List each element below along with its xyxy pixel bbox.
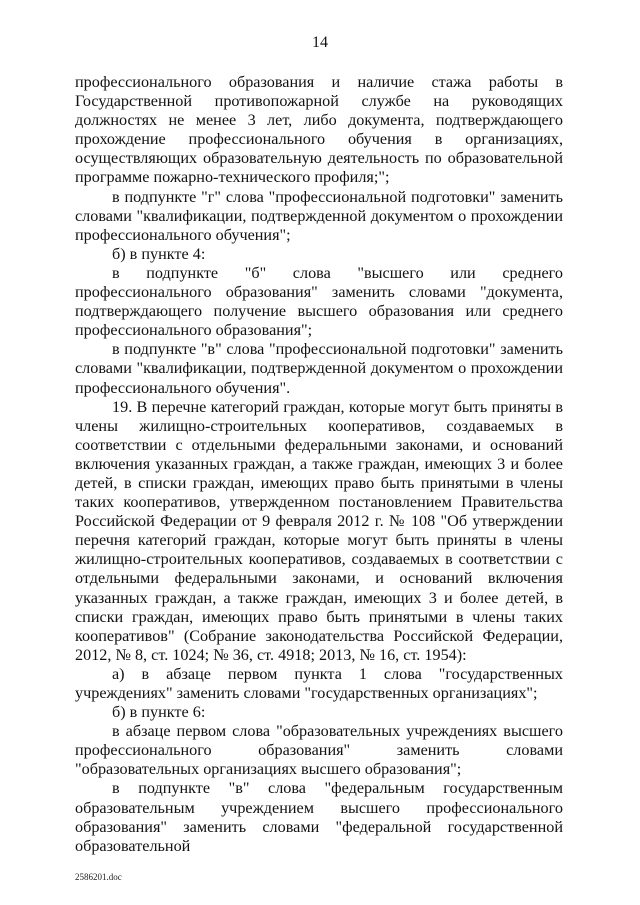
paragraph: в подпункте "г" слова "профессиональной подготовки" заменить словами "квалификации, подтвержденной документом о прохождении профессионального обучения"; xyxy=(75,187,563,244)
paragraph: профессионального образования и наличие стажа работы в Государственной противопожарной службе на руководящих должностях не менее 3 лет, либо документа, подтверждающего прохождение профессионального обучения в организациях, осуществляющих образовательную деятельность по образовательной программе пожарно-технического профиля;"; xyxy=(75,73,563,187)
paragraph: б) в пункте 4: xyxy=(112,244,206,263)
paragraph: в подпункте "б" слова "высшего или среднего профессионального образования" заменить словами "документа, подтверждающего получение высшего образования или среднего профессионального образования"; xyxy=(75,263,563,340)
paragraph: а) в абзаце первом пункта 1 слова "государственных учреждениях" заменить словами "государственных организациях"; xyxy=(75,664,563,702)
paragraph: 19. В перечне категорий граждан, которые могут быть приняты в члены жилищно-строительных кооперативов, создаваемых в соответствии с отдельными федеральными законами, и оснований включения указанных граждан, а также граждан, имеющих 3 и более детей, в списки граждан, имеющих право быть принятыми в члены таких кооперативов, утвержденном постановлением Правительства Российской Федерации от 9 февраля 2012 г. № 108 "Об утверждении перечня категорий граждан, которые могут быть приняты в члены жилищно-строительных кооперативов, создаваемых в соответствии с отдельными федеральными законами, и оснований включения указанных граждан, а также граждан, имеющих 3 и более детей, в списки граждан, имеющих право быть принятыми в члены таких кооперативов" (Собрание законодательства Российской Федерации, 2012, № 8, ст. 1024; № 36, ст. 4918; 2013, № 16, ст. 1954): xyxy=(75,397,563,664)
paragraph: б) в пункте 6: xyxy=(112,703,206,722)
document-body xyxy=(75,73,563,856)
page-number: 14 xyxy=(312,34,328,51)
paragraph: в абзаце первом слова "образовательных учреждениях высшего профессионального образования" заменить словами "образовательных организациях высшего образования"; xyxy=(75,722,563,779)
paragraph: в подпункте "в" слова "профессиональной подготовки" заменить словами "квалификации, подтвержденной документом о прохождении профессионального обучения". xyxy=(75,340,563,397)
paragraph: в подпункте "в" слова "федеральным государственным образовательным учреждением высшего профессионального образования" заменить словами "федеральной государственной образовательной xyxy=(75,779,563,855)
footer-document-id: 2586201.doc xyxy=(75,872,122,882)
